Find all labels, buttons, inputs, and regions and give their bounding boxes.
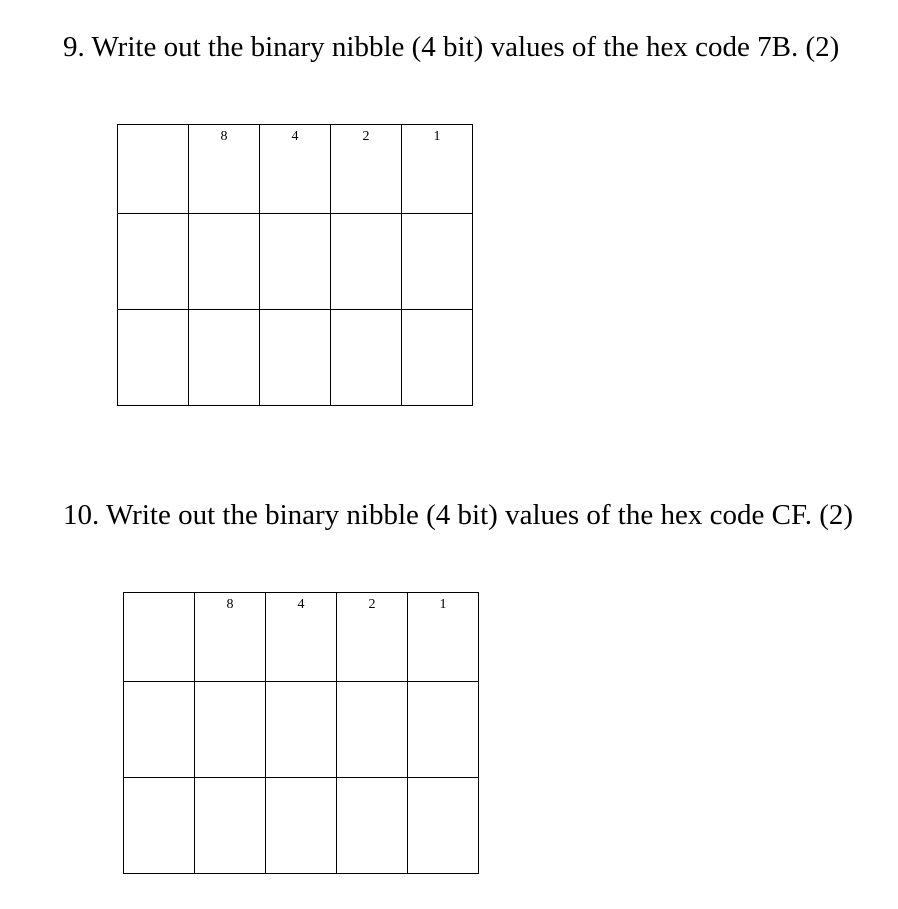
grid-header-row: [118, 125, 473, 214]
answer-row: [124, 778, 479, 874]
header-cell-blank: [124, 593, 195, 682]
answer-cell[interactable]: [402, 310, 473, 406]
header-cell-blank: [118, 125, 189, 214]
answer-cell[interactable]: [331, 214, 402, 310]
header-cell-1: 1: [408, 593, 479, 682]
answer-cell[interactable]: [195, 778, 266, 874]
answer-cell[interactable]: [337, 682, 408, 778]
answer-cell[interactable]: [331, 310, 402, 406]
answer-cell[interactable]: [118, 310, 189, 406]
grid-header-row: [124, 593, 479, 682]
answer-row: [124, 682, 479, 778]
answer-cell[interactable]: [260, 214, 331, 310]
answer-cell[interactable]: [124, 778, 195, 874]
answer-row: [118, 214, 473, 310]
answer-cell[interactable]: [408, 682, 479, 778]
question-9-text: 9. Write out the binary nibble (4 bit) values of the hex code 7B. (2): [63, 31, 840, 63]
answer-cell[interactable]: [402, 214, 473, 310]
answer-cell[interactable]: [266, 682, 337, 778]
answer-cell[interactable]: [337, 778, 408, 874]
answer-cell[interactable]: [189, 214, 260, 310]
question-10-text: 10. Write out the binary nibble (4 bit) values of the hex code CF. (2): [63, 499, 854, 531]
answer-cell[interactable]: [260, 310, 331, 406]
header-cell-8: 8: [189, 125, 260, 214]
question-10-answer-grid: [123, 592, 479, 874]
answer-cell[interactable]: [189, 310, 260, 406]
answer-cell[interactable]: [195, 682, 266, 778]
question-9-answer-grid: [117, 124, 473, 406]
answer-cell[interactable]: [266, 778, 337, 874]
header-cell-4: 4: [260, 125, 331, 214]
header-cell-2: 2: [331, 125, 402, 214]
answer-row: [118, 310, 473, 406]
answer-cell[interactable]: [124, 682, 195, 778]
answer-cell[interactable]: [408, 778, 479, 874]
header-cell-4: 4: [266, 593, 337, 682]
answer-cell[interactable]: [118, 214, 189, 310]
header-cell-1: 1: [402, 125, 473, 214]
header-cell-8: 8: [195, 593, 266, 682]
header-cell-2: 2: [337, 593, 408, 682]
